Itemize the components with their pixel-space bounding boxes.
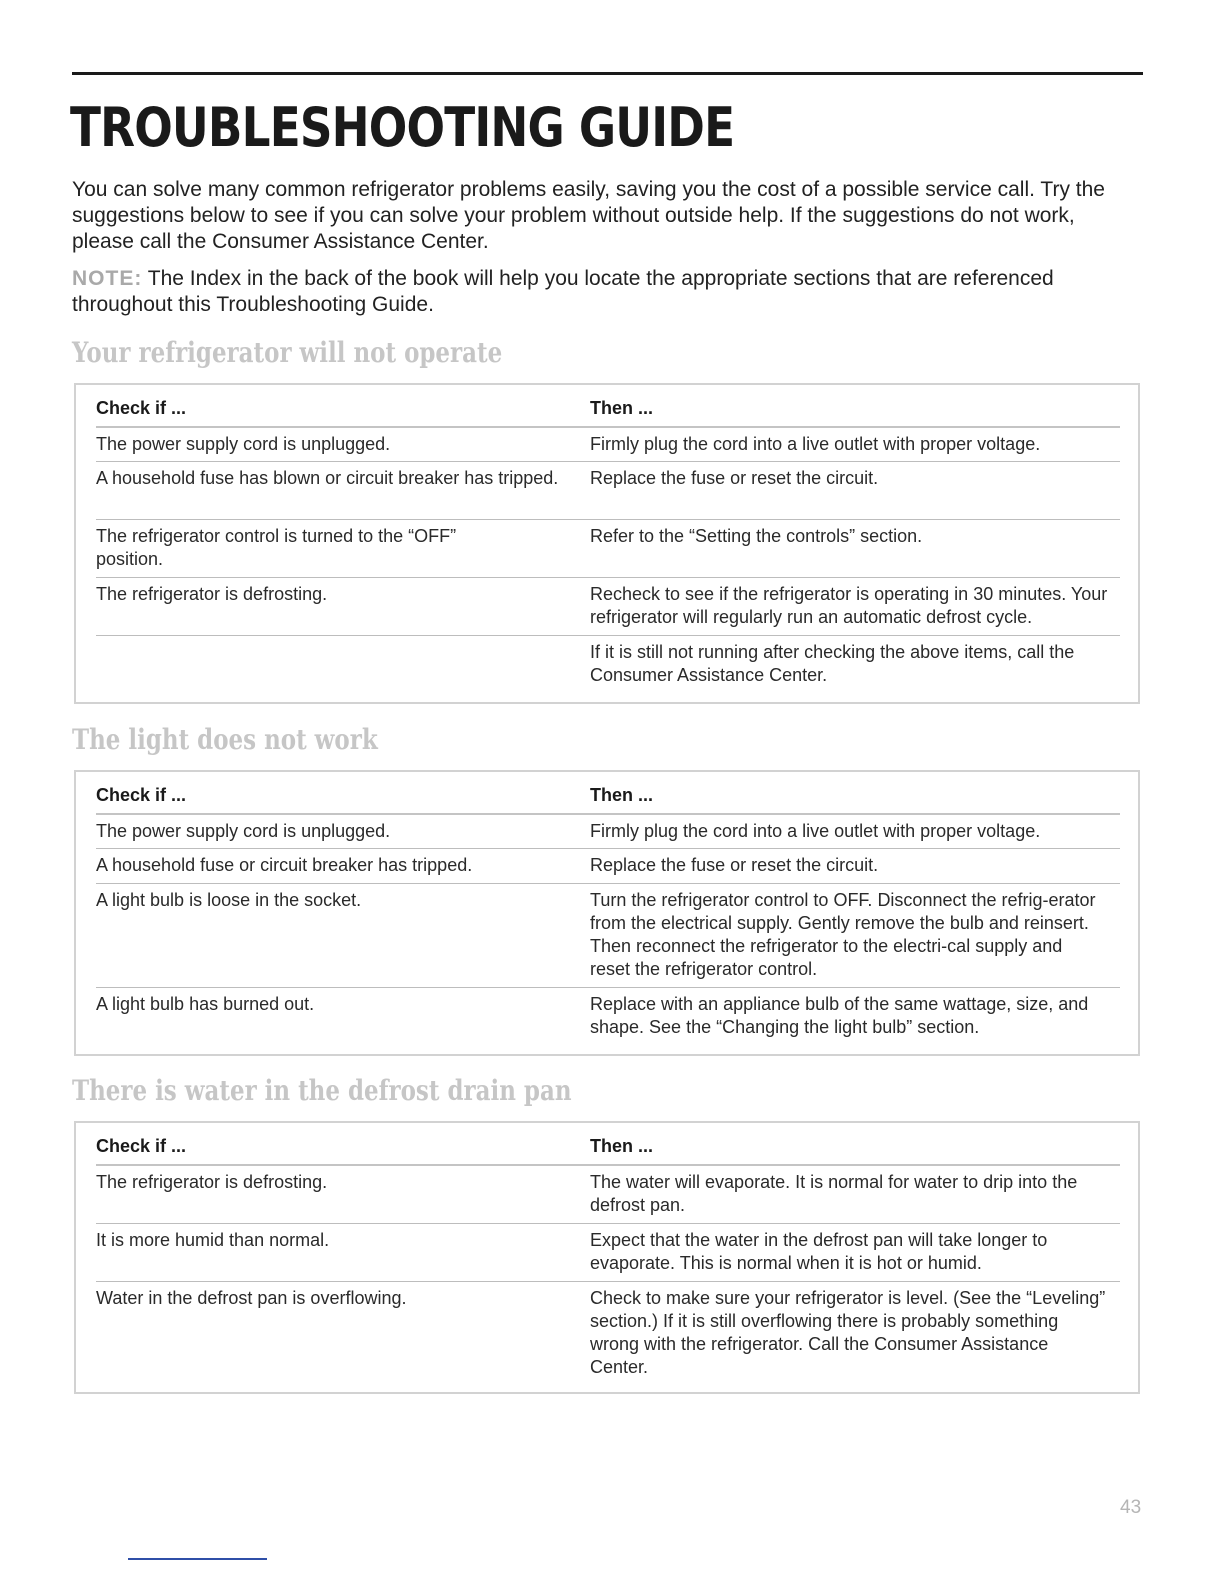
table-row [96, 815, 1120, 849]
check-cell: It is more humid than normal. [96, 1230, 330, 1250]
intro-paragraph: You can solve many common refrigerator problems easily, saving you the cost of a possible service call. Try the suggestions below to see if you can solve your problem without outside help. If the suggestions do not work, please call the Consumer Assistance Center. [72, 178, 1105, 253]
check-cell: A household fuse or circuit breaker has tripped. [96, 855, 473, 875]
column-header-then: Then ... [590, 398, 653, 418]
table-header-row [96, 784, 1120, 815]
check-cell: The power supply cord is unplugged. [96, 434, 391, 454]
then-cell: Replace with an appliance bulb of the same wattage, size, and shape. See the “Changing the light bulb” section. [590, 994, 1089, 1037]
note-label: NOTE: [72, 267, 143, 290]
then-cell: The water will evaporate. It is normal for water to drip into the defrost pan. [590, 1172, 1078, 1215]
then-cell: Check to make sure your refrigerator is level. (See the “Leveling” section.) If it is still overflowing there is probably something wrong with the refrigerator. Call the Consumer Assistance Center. [590, 1288, 1106, 1377]
top-rule [72, 72, 1143, 75]
section-heading-will-not-operate: Your refrigerator will not operate [72, 336, 503, 369]
table-row [96, 1282, 1120, 1382]
table-row [96, 1224, 1120, 1282]
table-header-row [96, 1135, 1120, 1166]
table-light-does-not-work [74, 770, 1140, 1056]
check-cell: The power supply cord is unplugged. [96, 821, 391, 841]
check-cell: A light bulb has burned out. [96, 994, 315, 1014]
then-cell: Expect that the water in the defrost pan will take longer to evaporate. This is normal when it is hot or humid. [590, 1230, 1048, 1273]
column-header-check: Check if ... [96, 1136, 187, 1156]
check-cell: A household fuse has blown or circuit breaker has tripped. [96, 468, 559, 488]
then-cell: Firmly plug the cord into a live outlet with proper voltage. [590, 821, 1041, 841]
then-cell: Turn the refrigerator control to OFF. Disconnect the refrig-erator from the electrical supply. Gently remove the bulb and reinsert. Then reconnect the refrigerator to the electri-cal supply and reset the refrigerator control. [590, 890, 1096, 979]
table-row [96, 884, 1120, 988]
then-cell: Replace the fuse or reset the circuit. [590, 468, 879, 488]
column-header-check: Check if ... [96, 398, 187, 418]
section-heading-light-does-not-work: The light does not work [72, 723, 378, 756]
check-cell: The refrigerator control is turned to the “OFF” position. [96, 526, 457, 569]
check-cell: The refrigerator is defrosting. [96, 1172, 328, 1192]
table-row [96, 1166, 1120, 1224]
then-cell: Replace the fuse or reset the circuit. [590, 855, 879, 875]
column-header-check: Check if ... [96, 785, 187, 805]
check-cell: The refrigerator is defrosting. [96, 584, 328, 604]
table-row [96, 520, 1120, 578]
note-paragraph [72, 266, 1142, 318]
check-cell: A light bulb is loose in the socket. [96, 890, 362, 910]
table-will-not-operate [74, 383, 1140, 704]
page-title: TROUBLESHOOTING GUIDE [70, 96, 735, 159]
column-header-then: Then ... [590, 785, 653, 805]
note-text: The Index in the back of the book will help you locate the appropriate sections that are referenced throughout this Troubleshooting Guide. [72, 267, 1054, 316]
then-cell: Refer to the “Setting the controls” section. [590, 526, 923, 546]
footer-rule [128, 1558, 267, 1560]
table-row [96, 428, 1120, 462]
table-header-row [96, 397, 1120, 428]
table-row [96, 988, 1120, 1046]
table-row [96, 636, 1120, 694]
then-cell: Recheck to see if the refrigerator is operating in 30 minutes. Your refrigerator will regularly run an automatic defrost cycle. [590, 584, 1108, 627]
then-cell: Firmly plug the cord into a live outlet with proper voltage. [590, 434, 1041, 454]
table-row [96, 578, 1120, 636]
column-header-then: Then ... [590, 1136, 653, 1156]
then-cell: If it is still not running after checking the above items, call the Consumer Assistance Center. [590, 642, 1075, 685]
check-cell [96, 641, 590, 694]
section-heading-water-in-drain-pan: There is water in the defrost drain pan [72, 1074, 572, 1107]
table-water-in-drain-pan [74, 1121, 1140, 1394]
check-cell: Water in the defrost pan is overflowing. [96, 1288, 407, 1308]
page-number: 43 [1120, 1497, 1142, 1518]
table-row [96, 462, 1120, 520]
table-row [96, 849, 1120, 884]
